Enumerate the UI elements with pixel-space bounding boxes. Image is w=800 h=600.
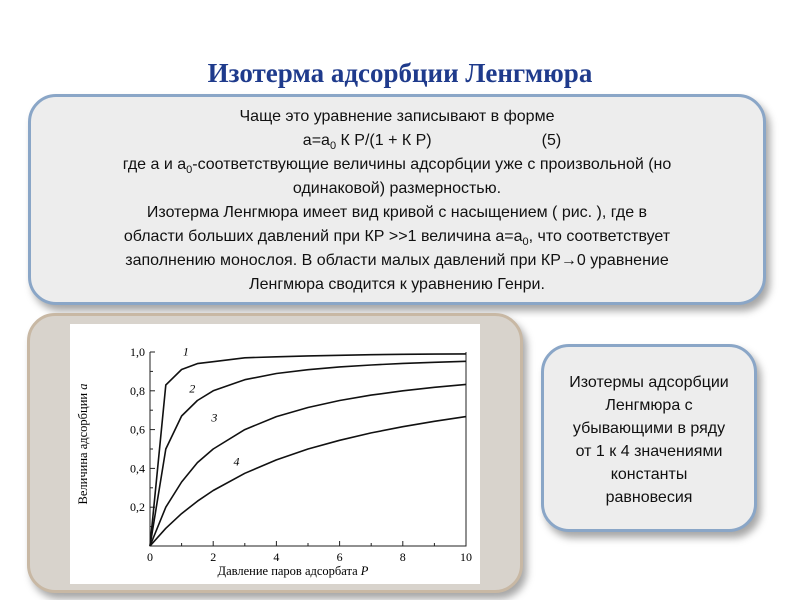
description-line: одинаковой) размерностью. bbox=[292, 180, 502, 197]
description-line: Изотерма Ленгмюра имеет вид кривой с насыщением ( рис. ), где в bbox=[146, 204, 648, 221]
x-axis-label: Давление паров адсорбата bbox=[217, 564, 358, 578]
x-tick-label: 2 bbox=[210, 550, 217, 564]
description-fragment: где а и а bbox=[122, 156, 187, 173]
caption-text bbox=[554, 371, 744, 509]
x-tick-label: 4 bbox=[273, 550, 280, 564]
isotherm-chart bbox=[70, 324, 480, 584]
y-tick-label: 0,4 bbox=[130, 461, 145, 476]
description-line bbox=[41, 153, 753, 177]
caption-line: константы bbox=[610, 466, 688, 483]
isotherm-curve-1 bbox=[150, 354, 466, 546]
equation-rhs: К Р/(1 + К Р) bbox=[336, 132, 432, 149]
curve-label-2: 2 bbox=[189, 381, 196, 396]
caption-line: Изотермы адсорбции bbox=[569, 374, 729, 391]
description-fragment: области больших давлений при КР >>1 величина а=а bbox=[123, 228, 523, 245]
equation-subscript: 0 bbox=[329, 140, 337, 153]
equation-line bbox=[41, 129, 753, 153]
equation-lhs: а=а bbox=[302, 132, 330, 149]
x-tick-label: 0 bbox=[147, 550, 153, 564]
y-tick-label: 0,2 bbox=[130, 500, 145, 515]
y-axis-title bbox=[76, 384, 90, 505]
description-subscript: 0 bbox=[186, 164, 193, 177]
chart-panel bbox=[27, 313, 523, 593]
description-subscript: 0 bbox=[522, 236, 529, 249]
equation-number: (5) bbox=[541, 132, 562, 149]
caption-line: от 1 к 4 значениями bbox=[575, 443, 723, 460]
curve-label-3: 3 bbox=[211, 410, 218, 425]
description-line: Ленгмюра сводится к уравнению Генри. bbox=[249, 276, 545, 293]
y-tick-label: 1,0 bbox=[130, 345, 145, 359]
page-title: Изотерма адсорбции Ленгмюра bbox=[207, 58, 593, 88]
caption-panel bbox=[541, 344, 757, 532]
caption-line: убывающими в ряду bbox=[572, 420, 726, 437]
caption-line: равновесия bbox=[605, 489, 693, 506]
isotherm-curve-4 bbox=[150, 417, 466, 546]
x-tick-label: 10 bbox=[460, 550, 472, 564]
isotherm-curve-3 bbox=[150, 381, 466, 546]
y-tick-label: 0,6 bbox=[130, 422, 145, 437]
y-tick-label: 0,8 bbox=[130, 383, 145, 398]
description-line: Чаще это уравнение записывают в форме bbox=[239, 108, 555, 125]
chart-canvas bbox=[70, 324, 480, 584]
x-tick-label: 6 bbox=[336, 550, 343, 564]
x-axis-title bbox=[218, 564, 369, 578]
description-fragment: -соответствующие величины адсорбции уже с произвольной (но bbox=[192, 156, 672, 173]
y-axis-variable: a bbox=[76, 383, 90, 390]
description-fragment: , что соответствует bbox=[528, 228, 671, 245]
curve-label-1: 1 bbox=[182, 344, 189, 359]
description-panel bbox=[28, 94, 766, 305]
curve-label-4: 4 bbox=[233, 454, 240, 469]
x-axis-variable: P bbox=[360, 564, 369, 578]
y-axis-label: Величина адсорбции bbox=[76, 392, 90, 505]
caption-line: Ленгмюра с bbox=[605, 397, 693, 414]
description-line: заполнению монослоя. В области малых давлений при КР→0 уравнение bbox=[125, 252, 669, 269]
description-text bbox=[41, 105, 753, 297]
x-tick-label: 8 bbox=[399, 550, 406, 564]
description-line bbox=[41, 225, 753, 249]
